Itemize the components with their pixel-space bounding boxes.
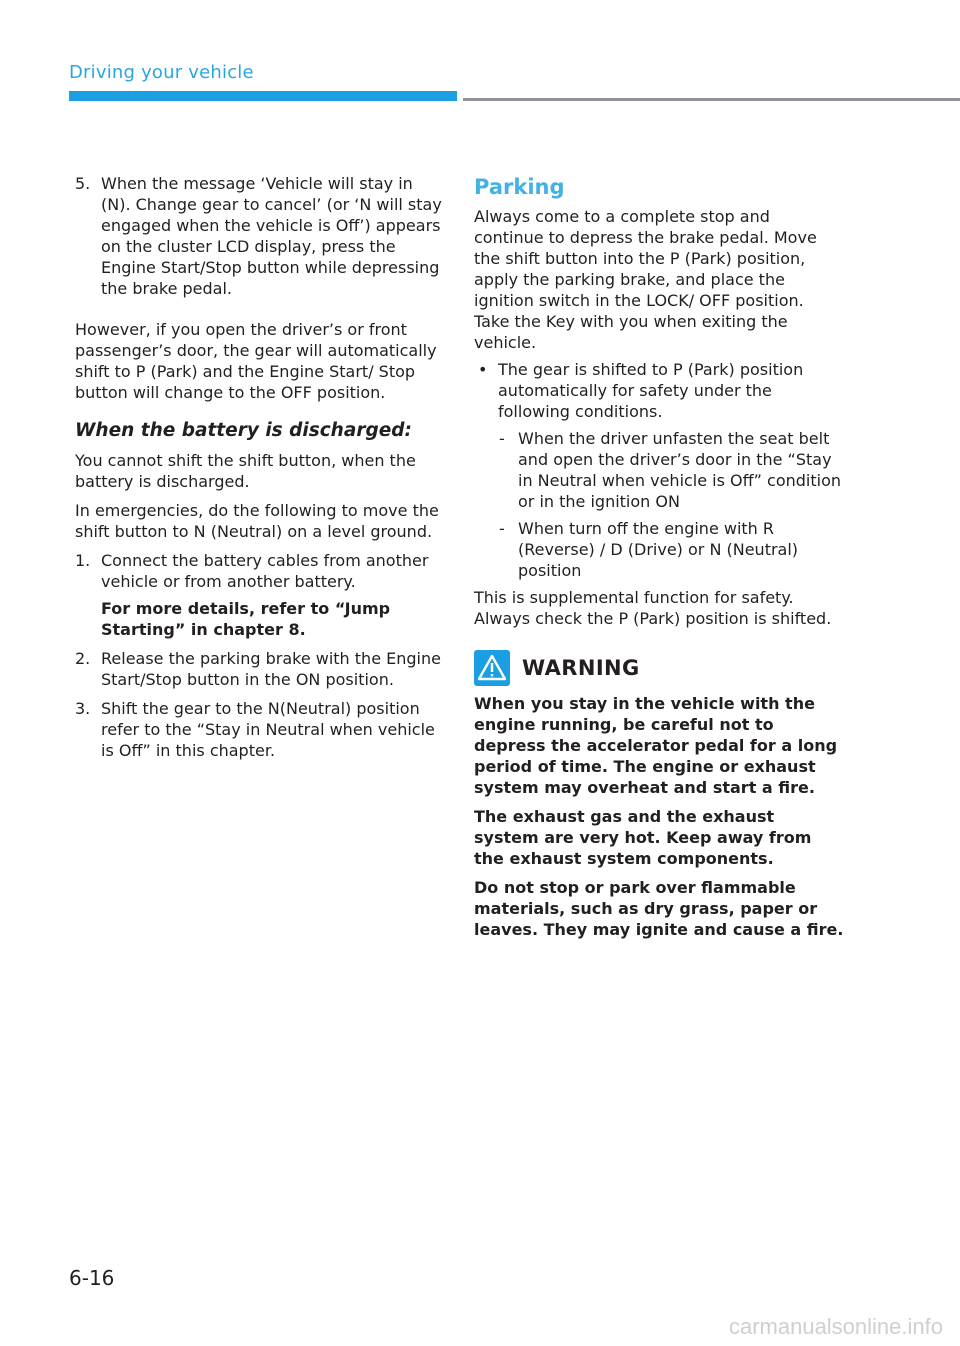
header-accent-bar xyxy=(69,91,457,101)
dash-text: When the driver unfasten the seat belt and open the driver’s door in the “Stay in Neutral when vehicle is Off” condition or in the ignition ON xyxy=(518,429,842,511)
watermark: carmanualsonline.info xyxy=(728,1314,943,1339)
dash-text: When turn off the engine with R (Reverse) / D (Drive) or N (Neutral) position xyxy=(518,519,799,580)
step-number: 1. xyxy=(75,551,91,570)
step-text: Release the parking brake with the Engine Start/Stop button in the ON position. xyxy=(101,649,441,689)
battery-paragraph-2: In emergencies, do the following to move the shift button to N (Neutral) on a level ground. xyxy=(75,501,439,541)
dash-icon: - xyxy=(499,519,505,538)
warning-label: WARNING xyxy=(522,655,640,680)
bullet-text: The gear is shifted to P (Park) position automatically for safety under the following conditions. xyxy=(498,360,804,421)
step-3 xyxy=(75,698,445,761)
supplemental-paragraph: This is supplemental function for safety. Always check the P (Park) position is shifted. xyxy=(474,588,832,628)
section-title-parking: Parking xyxy=(474,175,565,199)
however-paragraph: However, if you open the driver’s or front passenger’s door, the gear will automatically shift to P (Park) and the Engine Start/ Stop button will change to the OFF position. xyxy=(75,320,437,402)
step-text: Shift the gear to the N(Neutral) position refer to the “Stay in Neutral when vehicle is Off” in this chapter. xyxy=(101,699,435,760)
dash-item xyxy=(474,428,844,512)
step-number: 3. xyxy=(75,699,91,718)
warning-paragraph: When you stay in the vehicle with the engine running, be careful not to depress the accelerator pedal for a long period of time. The engine or exhaust system may overheat and start a fire. xyxy=(474,694,838,797)
header-rule xyxy=(463,98,960,101)
step-2 xyxy=(75,648,445,690)
step-1 xyxy=(75,550,445,640)
step-number: 5. xyxy=(75,174,91,193)
dash-icon: - xyxy=(499,429,505,448)
step-text: Connect the battery cables from another vehicle or from another battery. xyxy=(101,551,429,591)
warning-paragraph: The exhaust gas and the exhaust system are very hot. Keep away from the exhaust system components. xyxy=(474,807,812,868)
bullet-item xyxy=(474,359,844,422)
left-column xyxy=(75,173,445,761)
step-5 xyxy=(75,173,445,299)
chapter-title: Driving your vehicle xyxy=(69,62,254,83)
battery-paragraph-1: You cannot shift the shift button, when the battery is discharged. xyxy=(75,451,416,491)
bullet-icon: • xyxy=(478,360,488,379)
step-text: When the message ‘Vehicle will stay in (N). Change gear to cancel’ (or ‘N will stay engaged when the vehicle is Off’) appears on the cluster LCD display, press the Engine Start/Stop button while depressing the brake pedal. xyxy=(101,174,442,298)
dash-item xyxy=(474,518,844,581)
battery-subheading: When the battery is discharged: xyxy=(75,420,412,441)
warning-paragraph: Do not stop or park over flammable materials, such as dry grass, paper or leaves. They may ignite and cause a fire. xyxy=(474,878,844,939)
parking-intro: Always come to a complete stop and continue to depress the brake pedal. Move the shift button into the P (Park) position, apply the parking brake, and place the ignition switch in the LOCK/ OFF position. Take the Key with you when exiting the vehicle. xyxy=(474,207,817,352)
right-column xyxy=(474,173,844,940)
warning-header xyxy=(474,651,844,685)
page-number: 6-16 xyxy=(69,1266,115,1290)
step-number: 2. xyxy=(75,649,91,668)
warning-triangle-icon xyxy=(474,650,510,686)
step-note: For more details, refer to “Jump Starting” in chapter 8. xyxy=(101,599,391,639)
